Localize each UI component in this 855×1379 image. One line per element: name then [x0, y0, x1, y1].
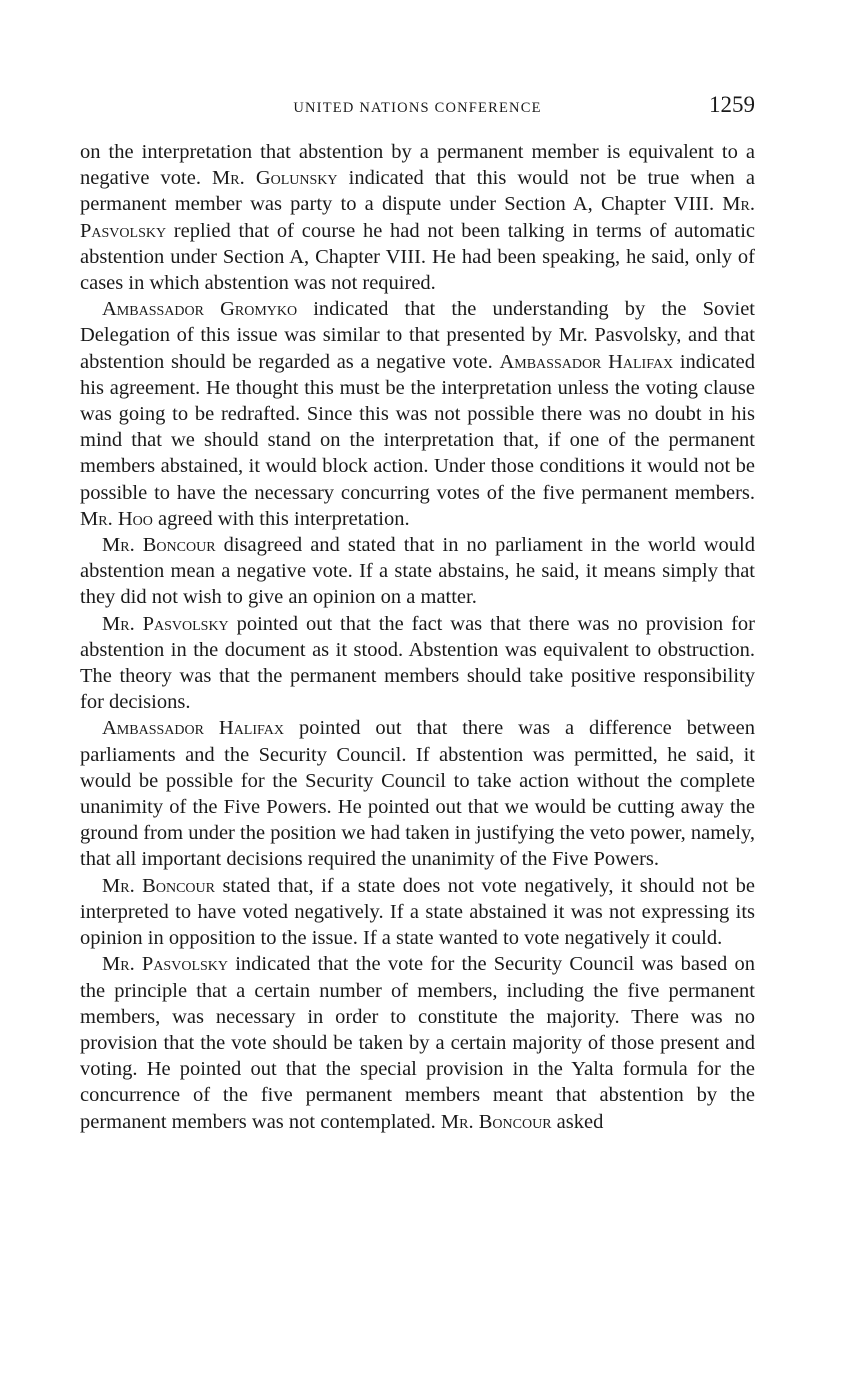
running-head	[80, 92, 755, 126]
body-text	[80, 139, 755, 1135]
paragraph	[80, 296, 755, 532]
text-segment: indicated that the understanding by the Soviet Delegation of this issue was similar to that presented by Mr. Pasvolsky, and that abstention should be regarded as a negative vote.	[80, 298, 755, 373]
text-segment: asked	[551, 1110, 604, 1133]
speaker-name: Mr. Golunsky	[212, 167, 338, 190]
speaker-name: Ambassador Gromyko	[102, 298, 298, 321]
speaker-name: Mr. Boncour	[102, 874, 215, 897]
paragraph	[80, 139, 755, 296]
text-segment: pointed out that the fact was that there was no provision for abstention in the document as it stood. Abstention was equivalent to obstruction. The theory was that the permanent members should take positive responsibility for decisions.	[80, 612, 755, 714]
speaker-name: Mr. Boncour	[102, 534, 216, 557]
paragraph	[80, 951, 755, 1134]
speaker-name: Mr. Pasvolsky	[80, 193, 755, 242]
speaker-name: Mr. Pasvolsky	[102, 953, 228, 976]
text-segment: indicated his agreement. He thought this must be the interpretation unless the voting clause was going to be redrafted. Since this was not possible there was no doubt in his mind that we should stand on the interpretation that, if one of the permanent members abstained, it would block action. Under those conditions it would not be possible to have the necessary concurring votes of the five permanent members.	[80, 350, 755, 504]
text-segment: disagreed and stated that in no parliament in the world would abstention mean a negative vote. If a state abstains, he said, it means simply that they did not wish to give an opinion on a matter.	[80, 534, 756, 609]
speaker-name: Mr. Hoo	[80, 507, 153, 530]
speaker-name: Ambassador Halifax	[499, 350, 674, 373]
document-page	[80, 92, 755, 1135]
page-number: 1259	[709, 92, 755, 117]
text-segment: stated that, if a state does not vote negatively, it should not be interpreted to have voted negatively. If a state abstained it was not expressing its opinion in opposition to the issue. If a state wanted to vote negatively it could.	[80, 874, 755, 950]
paragraph	[80, 532, 755, 611]
text-segment: indicated that the vote for the Security Council was based on the principle that a certain number of members, including the five permanent members, was necessary in order to constitute the majority. There was no provision that the vote should be taken by a certain majority of those present and voting. He pointed out that the special provision in the Yalta formula for the concurrence of the five permanent members meant that abstention by the permanent members was not contemplated.	[80, 953, 755, 1133]
speaker-name: Mr. Boncour	[440, 1110, 552, 1133]
text-segment: pointed out that there was a difference between parliaments and the Security Council. If abstention was permitted, he said, it would be possible for the Security Council to take action without the complete unanimity of the Five Powers. He pointed out that we would be cutting away the ground from under the position we had taken in justifying the veto power, namely, that all important decisions required the unanimity of the Five Powers.	[80, 717, 755, 871]
text-segment: agreed with this interpretation.	[152, 507, 410, 530]
speaker-name: Mr. Pasvolsky	[102, 612, 229, 635]
paragraph	[80, 611, 755, 716]
paragraph	[80, 715, 755, 872]
running-title: UNITED NATIONS CONFERENCE	[293, 100, 542, 116]
speaker-name: Ambassador Halifax	[102, 717, 284, 740]
text-segment: on the interpretation that abstention by a permanent member is equivalent to a negative vote.	[80, 141, 755, 190]
paragraph	[80, 873, 755, 952]
text-segment: replied that of course he had not been talking in terms of automatic abstention under Section A, Chapter VIII. He had been speaking, he said, only of cases in which abstention was not required.	[80, 219, 755, 295]
text-segment: indicated that this would not be true when a permanent member was party to a dispute under Section A, Chapter VIII.	[80, 167, 755, 216]
